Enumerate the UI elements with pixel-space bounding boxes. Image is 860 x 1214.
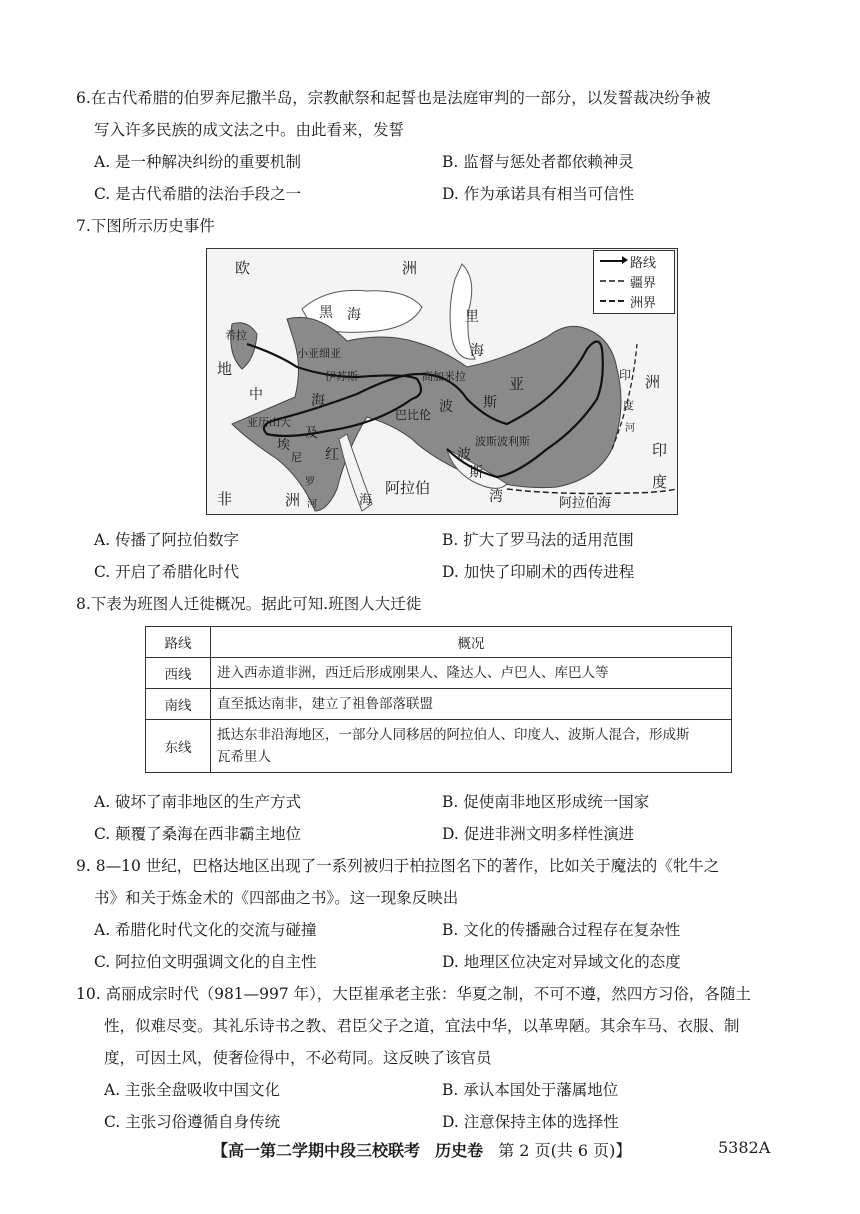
q9-option-b: B. 文化的传播融合过程存在复杂性 (442, 921, 681, 939)
map-label-zhou-africa: 洲 (285, 491, 301, 509)
q10-stem-line2: 性，似难尽变。其礼乐诗书之教、君臣父子之道，宜法中华，以革卑陋。其余车马、衣服、制 (104, 1017, 740, 1035)
table-cell-desc (211, 720, 732, 773)
q9-option-a: A. 希腊化时代文化的交流与碰撞 (94, 921, 317, 939)
map-label-hai-red: 海 (359, 493, 373, 508)
q8-option-d: D. 促进非洲文明多样性演进 (442, 825, 635, 843)
q9-stem-line2: 书》和关于炼金术的《四部曲之书》。这一现象反映出 (94, 889, 459, 907)
map-label-bo: 波 (439, 399, 453, 415)
map-label-he-nile: 河 (307, 499, 317, 510)
map-label-hai-med: 海 (311, 393, 325, 409)
alexander-campaign-map (206, 248, 678, 515)
q6-option-a: A. 是一种解决纠纷的重要机制 (94, 153, 302, 171)
map-label-zhong: 中 (249, 387, 263, 403)
map-label-si2: 斯 (469, 465, 483, 481)
map-label-xila: 希拉 (225, 329, 247, 342)
map-label-yin: 印 (652, 441, 668, 459)
q6-stem-line2: 写入许多民族的成文法之中。由此看来，发誓 (94, 121, 405, 139)
map-label-ji: 及 (305, 426, 319, 441)
map-label-hai-black: 海 (347, 307, 361, 323)
map-label-zhou-top: 洲 (402, 259, 418, 277)
map-label-yalishanda: 亚历山大 (247, 416, 291, 429)
continent-dash-icon (600, 300, 624, 302)
q6-option-b: B. 监督与惩处者都依赖神灵 (442, 153, 634, 171)
border-dash-icon (600, 280, 624, 282)
route-arrow-icon (600, 260, 624, 262)
table-header-desc: 概况 (211, 627, 732, 658)
q7-option-c: C. 开启了希腊化时代 (94, 563, 240, 581)
table-row (146, 658, 732, 689)
map-label-si: 斯 (483, 395, 497, 411)
q10-stem-line3: 度，可因土风，使奢俭得中，不必苟同。这反映了该官员 (104, 1049, 492, 1067)
q10-option-d: D. 注意保持主体的选择性 (442, 1113, 619, 1131)
table-cell-desc-line1: 抵达东非沿海地区，一部分人同移居的阿拉伯人、印度人、波斯人混合，形成斯 (217, 727, 690, 743)
map-label-hai-caspian: 海 (470, 343, 484, 359)
q7-option-b: B. 扩大了罗马法的适用范围 (442, 531, 634, 549)
map-label-ya: 亚 (509, 375, 525, 393)
page-footer (212, 1138, 631, 1161)
map-label-di: 地 (217, 360, 233, 378)
q6-option-d: D. 作为承诺具有相当可信性 (442, 185, 635, 203)
q6-stem-line1: 6.在古代希腊的伯罗奔尼撒半岛，宗教献祭和起誓也是法庭审判的一部分，以发誓裁决纷争被 (76, 89, 711, 107)
map-label-fei: 非 (217, 490, 233, 508)
q8-stem: 8.下表为班图人迁徙概况。据此可知.班图人大迁徙 (76, 595, 422, 613)
q9-option-d: D. 地理区位决定对异域文化的态度 (442, 953, 681, 971)
map-label-wan: 湾 (489, 489, 503, 505)
footer-page: 第 2 页(共 6 页)】 (498, 1141, 632, 1160)
legend-route: 路线 (594, 251, 674, 271)
map-label-he-indus: 河 (625, 423, 635, 434)
table-row (146, 720, 732, 773)
table-row (146, 689, 732, 720)
q8-option-c: C. 颠覆了桑海在西非霸主地位 (94, 825, 302, 843)
map-label-bosi-bolisi: 波斯波利斯 (475, 435, 530, 448)
table-cell-route: 南线 (146, 689, 211, 720)
q10-option-c: C. 主张习俗遵循自身传统 (104, 1113, 281, 1131)
q7-option-a: A. 传播了阿拉伯数字 (94, 531, 240, 549)
q8-option-b: B. 促使南非地区形成统一国家 (442, 793, 650, 811)
map-label-ou: 欧 (235, 259, 251, 277)
legend-border: 疆界 (594, 271, 674, 291)
footer-exam-title: 【高一第二学期中段三校联考 (212, 1141, 421, 1160)
map-label-xiaoyaxiya: 小亚细亚 (297, 347, 341, 360)
map-label-yisusi: 伊苏斯 (325, 370, 358, 383)
map-label-zhou-asia: 洲 (645, 373, 661, 391)
map-label-bo2: 波 (457, 447, 471, 463)
table-cell-desc: 进入西赤道非洲，西迁后形成刚果人、隆达人、卢巴人、库巴人等 (211, 658, 732, 689)
map-label-ai: 埃 (277, 438, 291, 453)
map-label-hei: 黑 (319, 305, 333, 321)
map-label-gaojialai: 高加米拉 (422, 370, 466, 383)
table-cell-route: 西线 (146, 658, 211, 689)
bantu-migration-table (145, 626, 732, 773)
footer-code: 5382A (718, 1138, 771, 1157)
footer-subject: 历史卷 (435, 1141, 484, 1160)
map-label-alabo: 阿拉伯 (385, 479, 431, 497)
map-label-du: 度 (652, 473, 668, 491)
map-label-hong: 红 (325, 447, 339, 463)
table-header-route: 路线 (146, 627, 211, 658)
map-label-yin-river: 印 (619, 368, 632, 382)
map-label-ni: 尼 (291, 451, 302, 464)
table-header-row (146, 627, 732, 658)
q10-stem-line1: 10. 高丽成宗时代（981—997 年），大臣崔承老主张：华夏之制，不可不遵，然四方习俗，各随土 (76, 985, 751, 1003)
q6-option-c: C. 是古代希腊的法治手段之一 (94, 185, 302, 203)
map-label-li: 里 (465, 309, 479, 325)
map-label-du-river: 度 (623, 399, 634, 412)
q8-option-a: A. 破坏了南非地区的生产方式 (94, 793, 302, 811)
table-cell-desc-line2: 瓦希里人 (217, 749, 271, 765)
q10-option-a: A. 主张全盘吸收中国文化 (104, 1081, 281, 1099)
map-label-alabohai: 阿拉伯海 (559, 496, 612, 511)
table-cell-route: 东线 (146, 720, 211, 773)
q9-stem-line1: 9. 8—10 世纪，巴格达地区出现了一系列被归于柏拉图名下的著作，比如关于魔法的《牝牛之 (76, 857, 720, 875)
q9-option-c: C. 阿拉伯文明强调文化的自主性 (94, 953, 317, 971)
q7-option-d: D. 加快了印刷术的西传进程 (442, 563, 635, 581)
map-label-babilun: 巴比伦 (395, 408, 432, 422)
table-cell-desc: 直至抵达南非，建立了祖鲁部落联盟 (211, 689, 732, 720)
q7-stem: 7.下图所示历史事件 (76, 217, 215, 235)
legend-continent: 洲界 (594, 291, 674, 311)
map-legend (593, 250, 675, 314)
q10-option-b: B. 承认本国处于藩属地位 (442, 1081, 619, 1099)
map-label-luo: 罗 (305, 477, 315, 488)
